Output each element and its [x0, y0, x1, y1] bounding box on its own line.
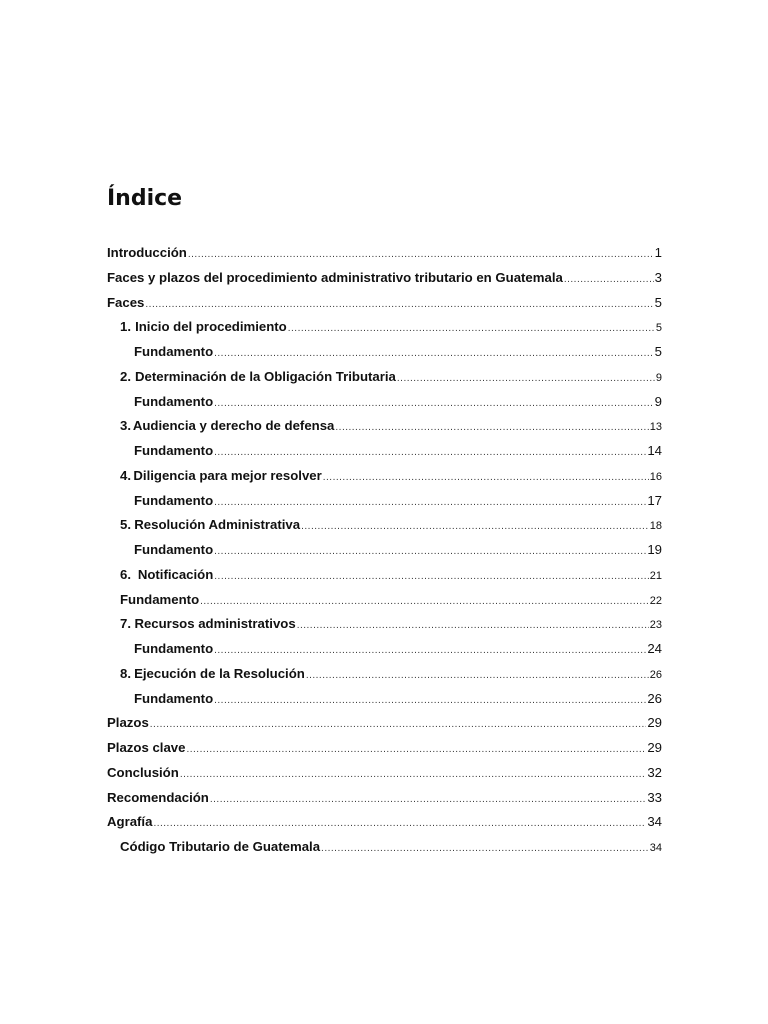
- toc-dot-leader: [145, 293, 653, 318]
- toc-entry-label: Recomendación: [107, 789, 209, 805]
- toc-entry-label: Código Tributario de Guatemala: [120, 839, 321, 854]
- toc-dot-leader: [214, 689, 646, 714]
- toc-entry-label: Fundamento: [134, 492, 214, 508]
- toc-dot-leader: [186, 738, 646, 763]
- toc-entry-page-number: 23: [649, 619, 662, 632]
- toc-entry-label: Introducción: [107, 245, 187, 260]
- toc-entry-number: 7.: [120, 616, 131, 632]
- toc-dot-leader: [214, 540, 646, 565]
- toc-entry-page-number: 3: [654, 269, 662, 285]
- toc-entry-label: Conclusión: [107, 764, 179, 780]
- page-title: Índice: [107, 186, 183, 211]
- toc-dot-leader: [153, 812, 646, 837]
- toc-entry-label: Fundamento: [134, 542, 214, 557]
- toc-entry-page-number: 9: [654, 393, 662, 409]
- toc-entry-page-number: 5: [654, 344, 662, 359]
- toc-dot-leader: [214, 342, 654, 367]
- toc-entry-label: Fundamento: [134, 641, 214, 656]
- toc-dot-leader: [321, 837, 649, 862]
- toc-entry-page-number: 16: [649, 470, 662, 483]
- toc-entry[interactable]: [107, 835, 662, 860]
- toc-entry[interactable]: [107, 563, 662, 588]
- toc-dot-leader: [288, 317, 655, 342]
- toc-entry[interactable]: [107, 736, 662, 761]
- toc-entry[interactable]: [107, 687, 662, 712]
- toc-entry-label: Resolución Administrativa: [134, 517, 301, 533]
- toc-entry-page-number: 26: [647, 690, 662, 706]
- toc-entry-number: 4.: [120, 467, 131, 483]
- toc-entry-label: Inicio del procedimiento: [135, 319, 287, 335]
- toc-entry-label: Fundamento: [134, 393, 214, 409]
- toc-entry-page-number: 21: [649, 569, 662, 582]
- toc-entry[interactable]: [107, 439, 662, 464]
- toc-entry[interactable]: [107, 637, 662, 662]
- toc-entry-page-number: 14: [647, 443, 662, 458]
- toc-entry[interactable]: [107, 241, 662, 266]
- toc-entry-label: Fundamento: [134, 690, 214, 706]
- toc-entry-number: 3.: [120, 418, 131, 434]
- toc-entry-label: Audiencia y derecho de defensa: [132, 418, 335, 434]
- toc-dot-leader: [200, 590, 649, 615]
- toc-dot-leader: [564, 268, 654, 293]
- toc-entry-page-number: 1: [654, 245, 662, 260]
- toc-entry-label: Notificación: [137, 566, 214, 582]
- toc-entry-page-number: 34: [647, 814, 662, 830]
- toc-entry[interactable]: [107, 786, 662, 811]
- toc-dot-leader: [214, 639, 646, 664]
- toc-entry-page-number: 24: [647, 641, 662, 656]
- toc-entry-number: 8.: [120, 665, 131, 681]
- toc-entry-number: 1.: [120, 319, 131, 335]
- toc-entry[interactable]: [107, 266, 662, 291]
- toc-entry[interactable]: [107, 414, 662, 439]
- toc-dot-leader: [210, 788, 646, 813]
- toc-dot-leader: [297, 614, 649, 639]
- toc-entry[interactable]: [107, 513, 662, 538]
- table-of-contents: [107, 241, 662, 860]
- toc-entry[interactable]: [107, 291, 662, 316]
- toc-entry-page-number: 17: [647, 492, 662, 508]
- toc-entry-label: Fundamento: [120, 591, 200, 607]
- toc-dot-leader: [214, 491, 646, 516]
- toc-entry-page-number: 22: [649, 594, 662, 607]
- toc-entry[interactable]: [107, 761, 662, 786]
- toc-entry-label: Diligencia para mejor resolver: [133, 467, 322, 483]
- toc-entry-page-number: 18: [649, 520, 662, 533]
- toc-dot-leader: [323, 466, 649, 491]
- toc-entry-page-number: 5: [654, 294, 662, 310]
- toc-entry-number: 5.: [120, 517, 131, 533]
- toc-entry[interactable]: [107, 390, 662, 415]
- toc-entry[interactable]: [107, 489, 662, 514]
- toc-dot-leader: [335, 416, 648, 441]
- toc-dot-leader: [180, 763, 647, 788]
- toc-entry[interactable]: [107, 588, 662, 613]
- toc-entry-label: Ejecución de la Resolución: [134, 665, 305, 681]
- toc-dot-leader: [150, 713, 647, 738]
- toc-entry-page-number: 34: [649, 842, 662, 854]
- toc-entry-page-number: 26: [649, 668, 662, 681]
- toc-entry[interactable]: [107, 662, 662, 687]
- toc-entry-number: 2.: [120, 368, 131, 384]
- toc-entry-page-number: 19: [647, 542, 662, 557]
- toc-entry[interactable]: [107, 464, 662, 489]
- toc-entry-label: Fundamento: [134, 344, 214, 359]
- toc-dot-leader: [214, 441, 646, 466]
- toc-dot-leader: [306, 664, 649, 689]
- toc-dot-leader: [214, 565, 648, 590]
- toc-entry-page-number: 33: [647, 789, 662, 805]
- toc-entry-label: Faces y plazos del procedimiento administrativo tributario en Guatemala: [107, 269, 563, 285]
- toc-entry-page-number: 5: [655, 322, 662, 335]
- toc-entry-label: Faces: [107, 294, 145, 310]
- toc-entry-label: Fundamento: [134, 443, 214, 458]
- toc-dot-leader: [188, 243, 654, 268]
- toc-entry-page-number: 29: [647, 715, 662, 731]
- toc-entry-label: Determinación de la Obligación Tributaria: [135, 368, 396, 384]
- toc-entry[interactable]: [107, 538, 662, 563]
- toc-entry[interactable]: [107, 340, 662, 365]
- toc-entry-label: Agrafía: [107, 814, 153, 830]
- toc-dot-leader: [214, 392, 654, 417]
- toc-entry[interactable]: [107, 315, 662, 340]
- toc-entry[interactable]: [107, 711, 662, 736]
- toc-entry-label: Plazos clave: [107, 740, 186, 755]
- toc-entry-label: Recursos administrativos: [134, 616, 296, 632]
- toc-entry-page-number: 32: [647, 764, 662, 780]
- toc-dot-leader: [397, 367, 655, 392]
- toc-entry[interactable]: [107, 365, 662, 390]
- toc-entry-page-number: 29: [647, 740, 662, 755]
- toc-entry-label: Plazos: [107, 715, 149, 731]
- toc-entry-number: 6.: [120, 566, 131, 582]
- toc-entry-page-number: 9: [655, 371, 662, 384]
- toc-entry-page-number: 13: [649, 421, 662, 434]
- toc-entry[interactable]: [107, 810, 662, 835]
- toc-entry[interactable]: [107, 612, 662, 637]
- toc-dot-leader: [301, 515, 649, 540]
